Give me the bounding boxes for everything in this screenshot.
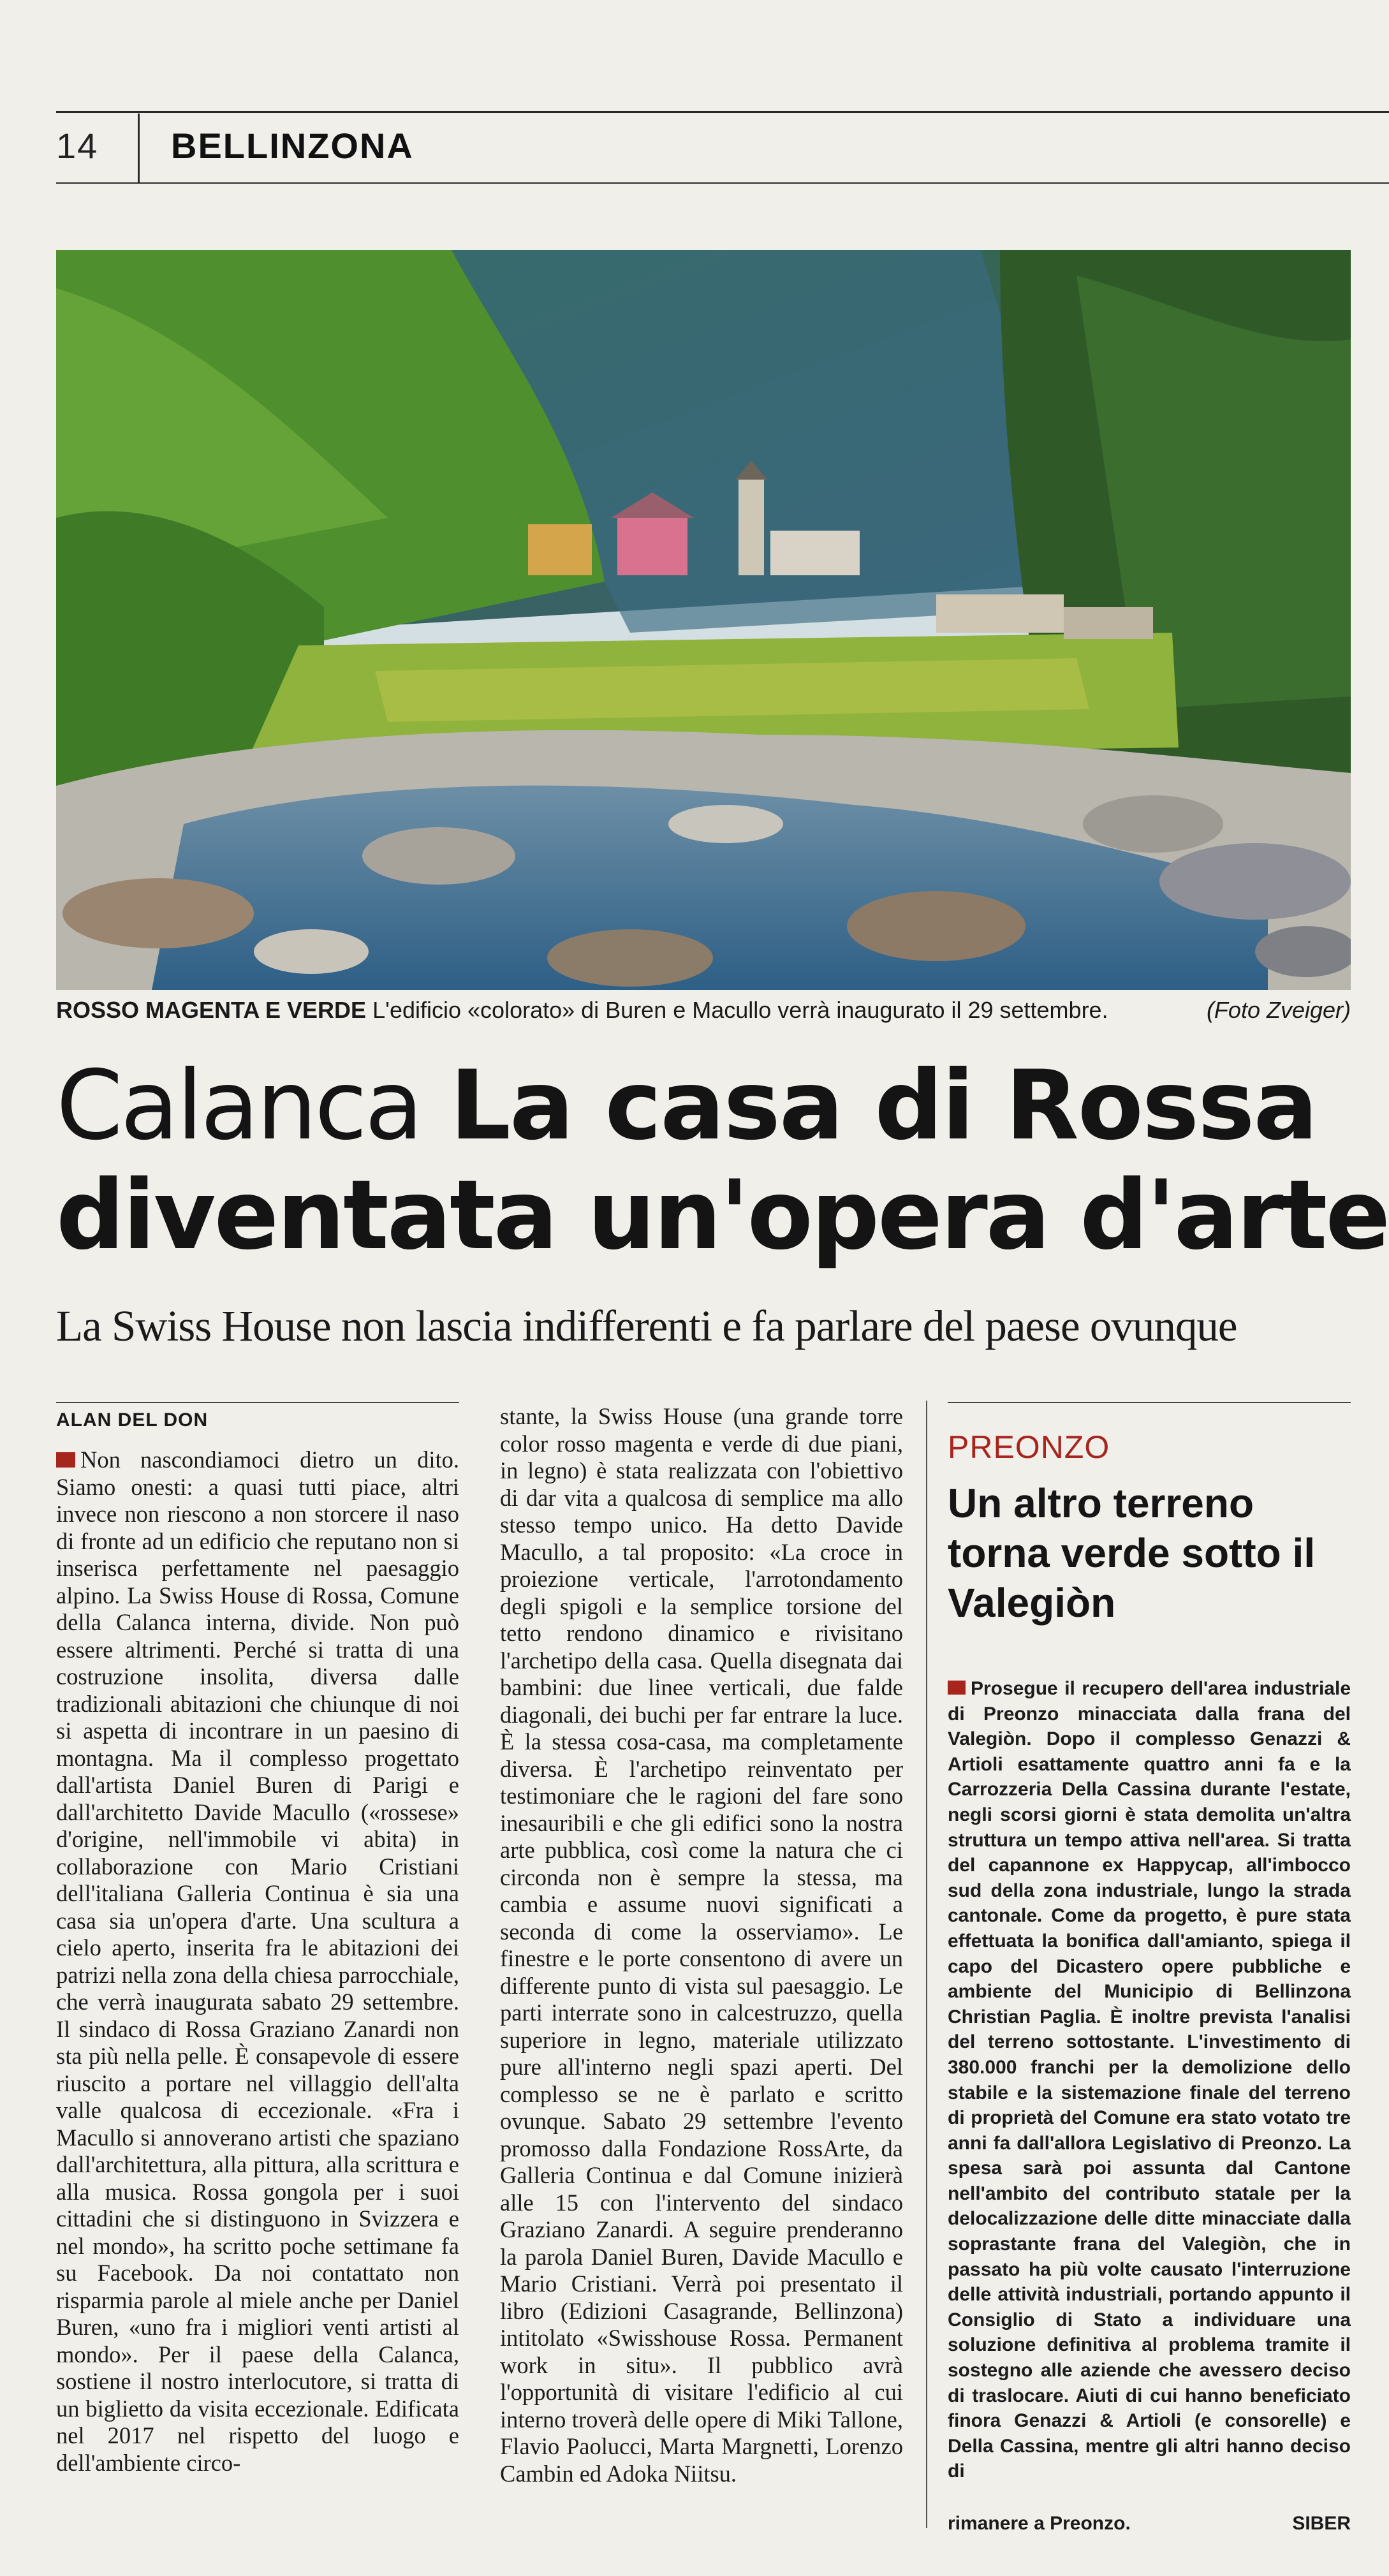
header-divider [138,114,140,184]
headline-line-1: La casa di Rossa [450,1050,1317,1161]
sidebar-marker-icon [948,1681,966,1695]
article-column-1 [56,1446,459,2477]
sidebar-body-text: Prosegue il recupero dell'area industriale di Preonzo minacciata dalla frana del Valegiòn. Dopo il complesso Genazzi & Artioli esattamente quattro anni fa e la Carrozzeria Della Cassina durante l'estate, negli scorsi giorni è stata demolita un'altra struttura un tempo attiva nell'area. Si tratta del capannone ex Happycap, all'imbocco sud della zona industriale, lungo la strada cantonale. Come da progetto, è pure stata effettuata la bonifica dall'amianto, spiega il capo del Dicastero opere pubbliche e ambiente del Municipio di Bellinzona Christian Paglia. È inoltre prevista l'analisi del terreno sottostante. L'investimento di 380.000 franchi per la demolizione dello stabile e la sistemazione finale del terreno di proprietà del Comune era stato votato tre anni fa dall'allora Legislativo di Preonzo. La spesa sarà poi assunta dal Cantone nell'ambito del contributo statale per la delocalizzazione delle ditte minacciate dalla soprastante frana del Valegiòn, che in passato ha più volte causato l'interruzione delle attività industriali, portando appunto il Consiglio di Stato a individuare una soluzione definitiva al problema tramite il sostegno alle aziende che avessero deciso di traslocare. Aiuti di cui hanno beneficiato finora Genazzi & Artioli (e consorelle) e Della Cassina, mentre gli altri hanno deciso di [948,1678,1351,2482]
headline [56,1050,1389,1271]
landscape-photo [56,250,1351,990]
page-number: 14 [56,126,99,166]
article-column-2: stante, la Swiss House (una grande torre color rosso magenta e verde di due piani, in legno) è stata realizzata con l'obiettivo di dar vita a qualcosa di semplice ma allo stesso tempo unico. Ha detto Davide Macullo, a tal proposito: «La croce in proiezione verticale, l'arrotondamento degli spigoli e la semplice torsione del tetto rendono dinamico e rivisitano l'archetipo della casa. Quella disegnata dai bambini: due linee verticali, due falde diagonali, dei buchi per far entrare la luce. È la stessa cosa-casa, ma completamente diversa. È l'archetipo reinventato per testimoniare che le ragioni del fare sono inesauribili e che gli edifici sono la nostra arte pubblica, così come la natura che ci circonda non è sempre la stessa, ma cambia e assume nuovi significati a seconda di come la osserviamo». Le finestre e le porte consentono di avere un differente punto di vista sul paesaggio. Le parti interrate sono in calcestruzzo, quella superiore in legno, materiale utilizzato pure all'interno negli spazi aperti. Del complesso se ne è parlato e scritto ovunque. Sabato 29 settembre l'evento promosso dalla Fondazione RossArte, da Galleria Continua e dal Comune inizierà alle 15 con l'intervento del sindaco Graziano Zanardi. A seguire prenderanno la parola Daniel Buren, Davide Macullo e Mario Cristiani. Verrà poi presentato il libro (Edizioni Casagrande, Bellinzona) intitolato «Swisshouse Rossa. Permanent work in situ». Il pubblico avrà l'opportunità di visitare l'edificio al cui interno troverà delle opere di Miki Tallone, Flavio Paolucci, Marta Margnetti, Lorenzo Cambin ed Adoka Niitsu. [500,1403,903,2487]
column-divider [926,1401,927,2528]
sidebar-last-line: rimanere a Preonzo. [948,2513,1131,2534]
caption-text: L'edificio «colorato» di Buren e Macullo verrà inaugurato il 29 settembre. [366,997,1108,1023]
article-column-1-text: Non nascondiamoci dietro un dito. Siamo onesti: a quasi tutti piace, altri invece non riescono a non storcere il naso di fronte ad un edificio che reputano non si inserisca perfettamente nel paesaggio alpino. La Swiss House di Rossa, Comune della Calanca interna, divide. Non può essere altrimenti. Perché si tratta di una costruzione insolita, diversa dalle tradizionali abitazioni che chiunque di noi si aspetta di incontrare in un paesino di montagna. Ma il complesso progettato dall'artista Daniel Buren di Parigi e dall'architetto Davide Macullo («rossese» d'origine, nell'immobile vi abita) in collaborazione con Mario Cristiani dell'italiana Galleria Continua è sia una casa sia un'opera d'arte. Una scultura a cielo aperto, inserita fra le abitazioni dei patrizi nella zona della chiesa parrocchiale, che verrà inaugurata sabato 29 settembre. Il sindaco di Rossa Graziano Zanardi non sta più nella pelle. È consapevole di essere riuscito a portare nel villaggio dell'alta valle qualcosa di eccezionale. «Fra i Macullo si annoverano artisti che spaziano dall'architettura, alla pittura, alla scrittura e alla musica. Rossa gongola per i suoi cittadini che si distinguono in Svizzera e nel mondo», ha scritto poche settimane fa su Facebook. Da noi contattato non risparmia parole al miele anche per Daniel Buren, «uno fra i migliori venti artisti al mondo». Per il paese della Calanca, sostiene il nostro interlocutore, si tratta di un biglietto da visita eccezionale. Edificata nel 2017 nel rispetto del luogo e dell'ambiente circo- [56,1446,459,2476]
sidebar-body [948,1676,1351,2484]
headline-line-2: diventata un'opera d'arte [56,1160,1389,1271]
byline-rule [56,1402,459,1403]
paragraph-marker-icon [56,1452,75,1468]
photo-credit: (Foto Zveiger) [1206,997,1351,1023]
sidebar-signature: SIBER [1292,2513,1351,2534]
header-bottom-rule [56,182,1389,184]
sidebar-title: Un altro terreno torna verde sotto il Valegiòn [948,1480,1316,1626]
subheadline: La Swiss House non lascia indifferenti e fa parlare del paese ovunque [56,1302,1237,1350]
byline: ALAN DEL DON [56,1409,209,1431]
headline-kicker: Calanca [56,1050,421,1161]
caption-lead: ROSSO MAGENTA E VERDE [56,997,367,1023]
section-title: BELLINZONA [171,126,414,166]
header-top-rule [56,111,1389,113]
photo-caption [56,991,1351,1029]
sidebar-kicker: PREONZO [948,1429,1110,1465]
sidebar-top-rule [948,1402,1351,1403]
